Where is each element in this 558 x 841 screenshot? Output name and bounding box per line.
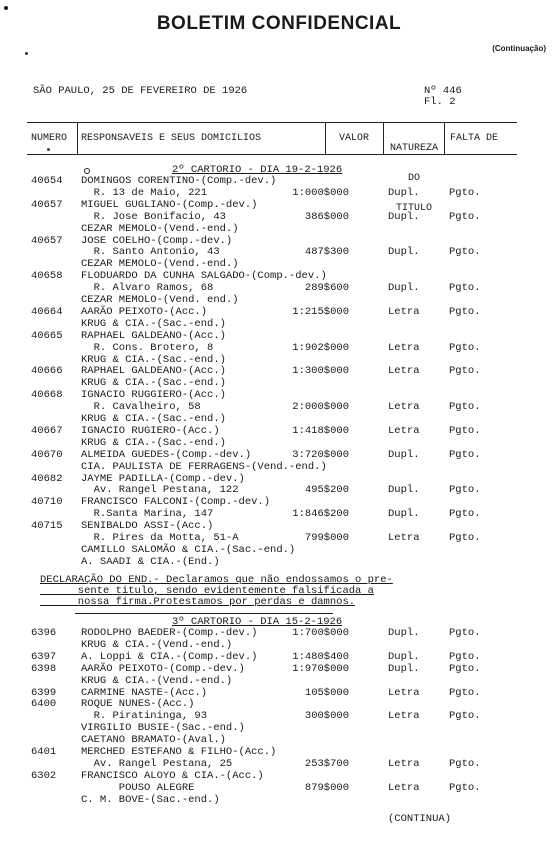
declaration-line: DECLARAÇÃO DO END.- Declaramos que não endossamos o pre-	[40, 574, 393, 586]
table-row	[0, 783, 558, 794]
responsible-party: CIA. PAULISTA DE FERRAGENS-(Vend.-end.)	[81, 460, 327, 473]
responsible-party: DOMINGOS CORENTINO-(Comp.-dev.)	[81, 175, 277, 187]
ink-speck	[47, 148, 50, 151]
title-nature: Letra	[388, 757, 420, 770]
title-nature: Dupl.	[388, 650, 420, 663]
table-row	[0, 485, 558, 496]
title-nature: Letra	[388, 686, 420, 699]
responsible-party: R. Jose Bonifacio, 43	[81, 210, 226, 223]
responsible-party: KRUG & CIA.-(Sac.-end.)	[81, 436, 226, 449]
responsible-party: Av. Rangel Pestana, 25	[81, 757, 233, 770]
table-row	[0, 711, 558, 722]
entry-value: 105$000	[304, 686, 349, 699]
entry-number: 40682	[31, 472, 63, 485]
title-nature: Letra	[388, 365, 420, 378]
table-row	[0, 462, 558, 473]
entry-number: 6302	[31, 769, 57, 782]
entry-value: 799$000	[304, 532, 349, 544]
title-nature: Dupl.	[388, 210, 420, 223]
missing-reason: Pgto.	[449, 686, 481, 699]
table-row	[0, 188, 558, 199]
responsible-party: IGNACIO RUGIERO-(Acc.)	[81, 424, 220, 437]
responsible-party: AARÃO PEIXOTO-(Comp.-dev.)	[81, 662, 245, 675]
bullet-icon	[84, 168, 90, 174]
title-nature: Dupl.	[388, 508, 420, 521]
table-row	[0, 533, 558, 544]
bulletin-number: Nº 446	[424, 85, 462, 97]
missing-reason: Pgto.	[449, 627, 481, 639]
table-row	[0, 173, 558, 187]
table-row	[0, 497, 558, 508]
continuation-footer: (CONTINUA)	[388, 813, 452, 825]
title-nature: Letra	[388, 781, 420, 794]
responsible-party: KRUG & CIA.-(Sac.-end.)	[81, 353, 226, 366]
responsible-party: R. Cavalheiro, 58	[81, 401, 201, 414]
folio-number: Fl. 2	[424, 96, 456, 108]
responsible-party: FLODUARDO DA CUNHA SALGADO-(Comp.-dev.)	[81, 270, 327, 283]
responsible-party: R. Alvaro Ramos, 68	[81, 282, 214, 295]
responsible-party: KRUG & CIA.-(Sac.-end.)	[81, 413, 226, 425]
title-nature: Dupl.	[388, 186, 420, 199]
responsible-party: CARMINE NASTE-(Acc.)	[81, 686, 208, 699]
entry-number: 6401	[31, 746, 57, 758]
responsible-party: VIRGILIO BUSIE-(Sac.-end.)	[81, 722, 245, 735]
missing-reason: Pgto.	[449, 305, 481, 318]
title-nature: Dupl.	[388, 246, 420, 259]
section-heading: 2º CARTORIO - DIA 19-2-1926	[172, 164, 343, 176]
responsible-party: RAPHAEL GALDEANO-(Acc.)	[81, 329, 226, 342]
title-nature: Letra	[388, 341, 420, 354]
title-nature: Letra	[388, 401, 420, 414]
table-row	[0, 224, 558, 235]
table-row	[0, 640, 558, 651]
entry-value: 253$700	[304, 757, 349, 770]
entry-value: 1:300$000	[292, 365, 349, 378]
table-row	[0, 652, 558, 663]
responsible-party: SENIBALDO ASSI-(Acc.)	[81, 520, 214, 533]
table-row	[0, 664, 558, 675]
table-row	[0, 747, 558, 758]
entry-number: 40658	[31, 270, 63, 283]
table-row	[0, 771, 558, 782]
column-divider	[77, 122, 78, 154]
missing-reason: Pgto.	[449, 210, 481, 223]
table-row	[0, 474, 558, 485]
responsible-party: A. Loppi & CIA.-(Comp.-dev.)	[81, 650, 258, 663]
responsible-party: R. Santo Antonio, 43	[81, 246, 220, 259]
responsible-party: R. 13 de Maio, 221	[81, 186, 208, 199]
title-nature: Dupl.	[388, 282, 420, 295]
missing-reason: Pgto.	[449, 365, 481, 378]
responsible-party: JOSE COELHO-(Comp.-dev.)	[81, 234, 233, 247]
entry-number: 40670	[31, 448, 63, 461]
column-divider	[444, 122, 445, 154]
table-row	[0, 759, 558, 770]
missing-reason: Pgto.	[449, 650, 481, 663]
column-header-falta: FALTA DE	[450, 133, 499, 144]
entry-value: 1:480$400	[292, 650, 349, 663]
table-row	[0, 699, 558, 710]
title-nature: Letra	[388, 532, 420, 544]
responsible-party: RAPHAEL GALDEANO-(Acc.)	[81, 365, 226, 378]
entry-number: 6400	[31, 698, 57, 711]
table-row	[0, 295, 558, 306]
table-row	[0, 366, 558, 377]
responsible-party: KRUG & CIA.-(Sac.-end.)	[81, 377, 226, 390]
table-row	[0, 545, 558, 556]
responsible-party: CAETANO BRAMATO-(Aval.)	[81, 734, 226, 747]
responsible-party: CAMILLO SALOMÃO & CIA.-(Sac.-end.)	[81, 543, 296, 556]
responsible-party: R. Cons. Brotero, 8	[81, 341, 214, 354]
entry-number: 40710	[31, 496, 63, 509]
responsible-party: IGNACIO RUGGIERO-(Acc.)	[81, 389, 226, 402]
responsible-party: FRANCISCO FALCONI-(Comp.-dev.)	[81, 496, 271, 509]
column-header-numero: NUMERO	[31, 133, 68, 144]
responsible-party: KRUG & CIA.-(Vend.-end.)	[81, 638, 233, 651]
table-row	[0, 283, 558, 294]
document-title: BOLETIM CONFIDENCIAL	[156, 13, 402, 34]
responsible-party: R.Santa Marina, 147	[81, 508, 214, 521]
responsible-party: CEZAR MEMOLO-(Vend. end.)	[81, 294, 239, 306]
ink-speck	[25, 52, 28, 55]
missing-reason: Pgto.	[449, 781, 481, 794]
entry-value: 300$000	[304, 710, 349, 723]
missing-reason: Pgto.	[449, 484, 481, 497]
column-divider	[325, 122, 326, 154]
table-row	[0, 319, 558, 330]
section-divider-rule	[75, 613, 333, 614]
entry-value: 2:000$000	[292, 401, 349, 414]
table-row	[0, 247, 558, 258]
entry-number: 6397	[31, 650, 57, 663]
table-row	[0, 521, 558, 532]
entry-value: 386$000	[304, 210, 349, 223]
responsible-party: A. SAADI & CIA.-(End.)	[81, 555, 220, 568]
table-row	[0, 212, 558, 223]
missing-reason: Pgto.	[449, 448, 481, 461]
table-row	[0, 259, 558, 270]
missing-reason: Pgto.	[449, 532, 481, 544]
table-row	[0, 509, 558, 520]
table-row	[0, 390, 558, 401]
responsible-party: KRUG & CIA.-(Vend.-end.)	[81, 674, 233, 687]
responsible-party: MERCHED ESTEFANO & FILHO-(Acc.)	[81, 746, 277, 758]
entry-number: 6398	[31, 662, 57, 675]
responsible-party: FRANCISCO ALOYO & CIA.-(Acc.)	[81, 769, 264, 782]
title-nature: Dupl.	[388, 448, 420, 461]
section-heading: 3º CARTORIO - DIA 15-2-1926	[172, 616, 343, 628]
table-row	[0, 331, 558, 342]
responsible-party: JAYME PADILLA-(Comp.-dev.)	[81, 472, 245, 485]
declaration-line: sente titulo, sendo evidentemente falsificada a	[40, 585, 374, 597]
entry-number: 6396	[31, 627, 57, 639]
entry-number: 40657	[31, 198, 63, 211]
table-row	[0, 378, 558, 389]
table-row	[0, 200, 558, 211]
entry-value: 1:215$000	[292, 305, 349, 318]
entry-number: 40715	[31, 520, 63, 533]
entry-value: 289$600	[304, 282, 349, 295]
missing-reason: Pgto.	[449, 282, 481, 295]
table-row	[0, 438, 558, 449]
table-row	[0, 688, 558, 699]
title-nature: Dupl.	[388, 627, 420, 639]
column-header-responsaveis: RESPONSAVEIS E SEUS DOMICILIOS	[81, 133, 262, 144]
missing-reason: Pgto.	[449, 508, 481, 521]
title-nature: Letra	[388, 424, 420, 437]
missing-reason: Pgto.	[449, 341, 481, 354]
responsible-party: POUSO ALEGRE	[81, 781, 195, 794]
table-row	[0, 450, 558, 461]
responsible-party: MIGUEL GUGLIANO-(Comp.-dev.)	[81, 198, 258, 211]
natureza-line: DO	[407, 173, 420, 184]
table-row	[0, 343, 558, 354]
missing-reason: Pgto.	[449, 424, 481, 437]
title-nature: Dupl.	[388, 484, 420, 497]
missing-reason: Pgto.	[449, 757, 481, 770]
missing-reason: Pgto.	[449, 186, 481, 199]
missing-reason: Pgto.	[449, 710, 481, 723]
title-nature: Letra	[388, 710, 420, 723]
continuation-label: (Continuação)	[492, 44, 546, 53]
missing-reason: Pgto.	[449, 246, 481, 259]
ink-speck	[4, 6, 8, 10]
entry-value: 1:700$000	[292, 627, 349, 639]
entry-number: 40665	[31, 329, 63, 342]
responsible-party: ALMEIDA GUEDES-(Comp.-dev.)	[81, 448, 252, 461]
missing-reason: Pgto.	[449, 662, 481, 675]
responsible-party: AARÃO PEIXOTO-(Acc.)	[81, 305, 208, 318]
table-row	[0, 426, 558, 437]
entry-number: 40657	[31, 234, 63, 247]
responsible-party: R. Pires da Motta, 51-A	[81, 532, 239, 544]
responsible-party: KRUG & CIA.-(Sac.-end.)	[81, 317, 226, 330]
responsible-party: CEZAR MEMOLO-(Vend.-end.)	[81, 258, 239, 271]
entry-value: 1:418$000	[292, 424, 349, 437]
entry-value: 1:000$000	[292, 186, 349, 199]
table-row	[0, 723, 558, 734]
table-row	[0, 735, 558, 746]
table-row	[0, 557, 558, 568]
responsible-party: RODOLPHO BAEDER-(Comp.-dev.)	[81, 627, 258, 639]
table-row	[0, 795, 558, 806]
entry-value: 1:902$000	[292, 341, 349, 354]
table-row	[0, 628, 558, 639]
entry-number: 6399	[31, 686, 57, 699]
responsible-party: Av. Rangel Pestana, 122	[81, 484, 239, 497]
missing-reason: Pgto.	[449, 401, 481, 414]
table-row	[0, 402, 558, 413]
column-header-valor: VALOR	[339, 133, 370, 144]
entry-value: 495$200	[304, 484, 349, 497]
table-row	[0, 355, 558, 366]
table-row	[0, 271, 558, 282]
natureza-line: NATUREZA	[389, 143, 438, 154]
entry-number: 40666	[31, 365, 63, 378]
table-row	[0, 676, 558, 687]
title-nature: Letra	[388, 305, 420, 318]
responsible-party: CEZAR MEMOLO-(Vend.-end.)	[81, 222, 239, 235]
title-nature: Dupl.	[388, 662, 420, 675]
entry-number: 40667	[31, 424, 63, 437]
declaration-line: nossa firma.Protestamos por perdas e damnos.	[40, 596, 356, 608]
entry-value: 1:846$200	[292, 508, 349, 521]
entry-number: 40664	[31, 305, 63, 318]
table-row	[0, 236, 558, 247]
entry-number: 40654	[31, 175, 63, 187]
entry-number: 40668	[31, 389, 63, 402]
dateline: SÃO PAULO, 25 DE FEVEREIRO DE 1926	[33, 85, 248, 97]
responsible-party: ROQUE NUNES-(Acc.)	[81, 698, 195, 711]
table-row	[0, 414, 558, 425]
responsible-party: C. M. BOVE-(Sac.-end.)	[81, 793, 220, 806]
entry-value: 3:720$000	[292, 448, 349, 461]
entry-value: 1:970$000	[292, 662, 349, 675]
entry-value: 487$300	[304, 246, 349, 259]
responsible-party: R. Piratininga, 93	[81, 710, 208, 723]
entry-value: 879$000	[304, 781, 349, 794]
natureza-line: TITULO	[395, 203, 432, 214]
table-row	[0, 307, 558, 318]
